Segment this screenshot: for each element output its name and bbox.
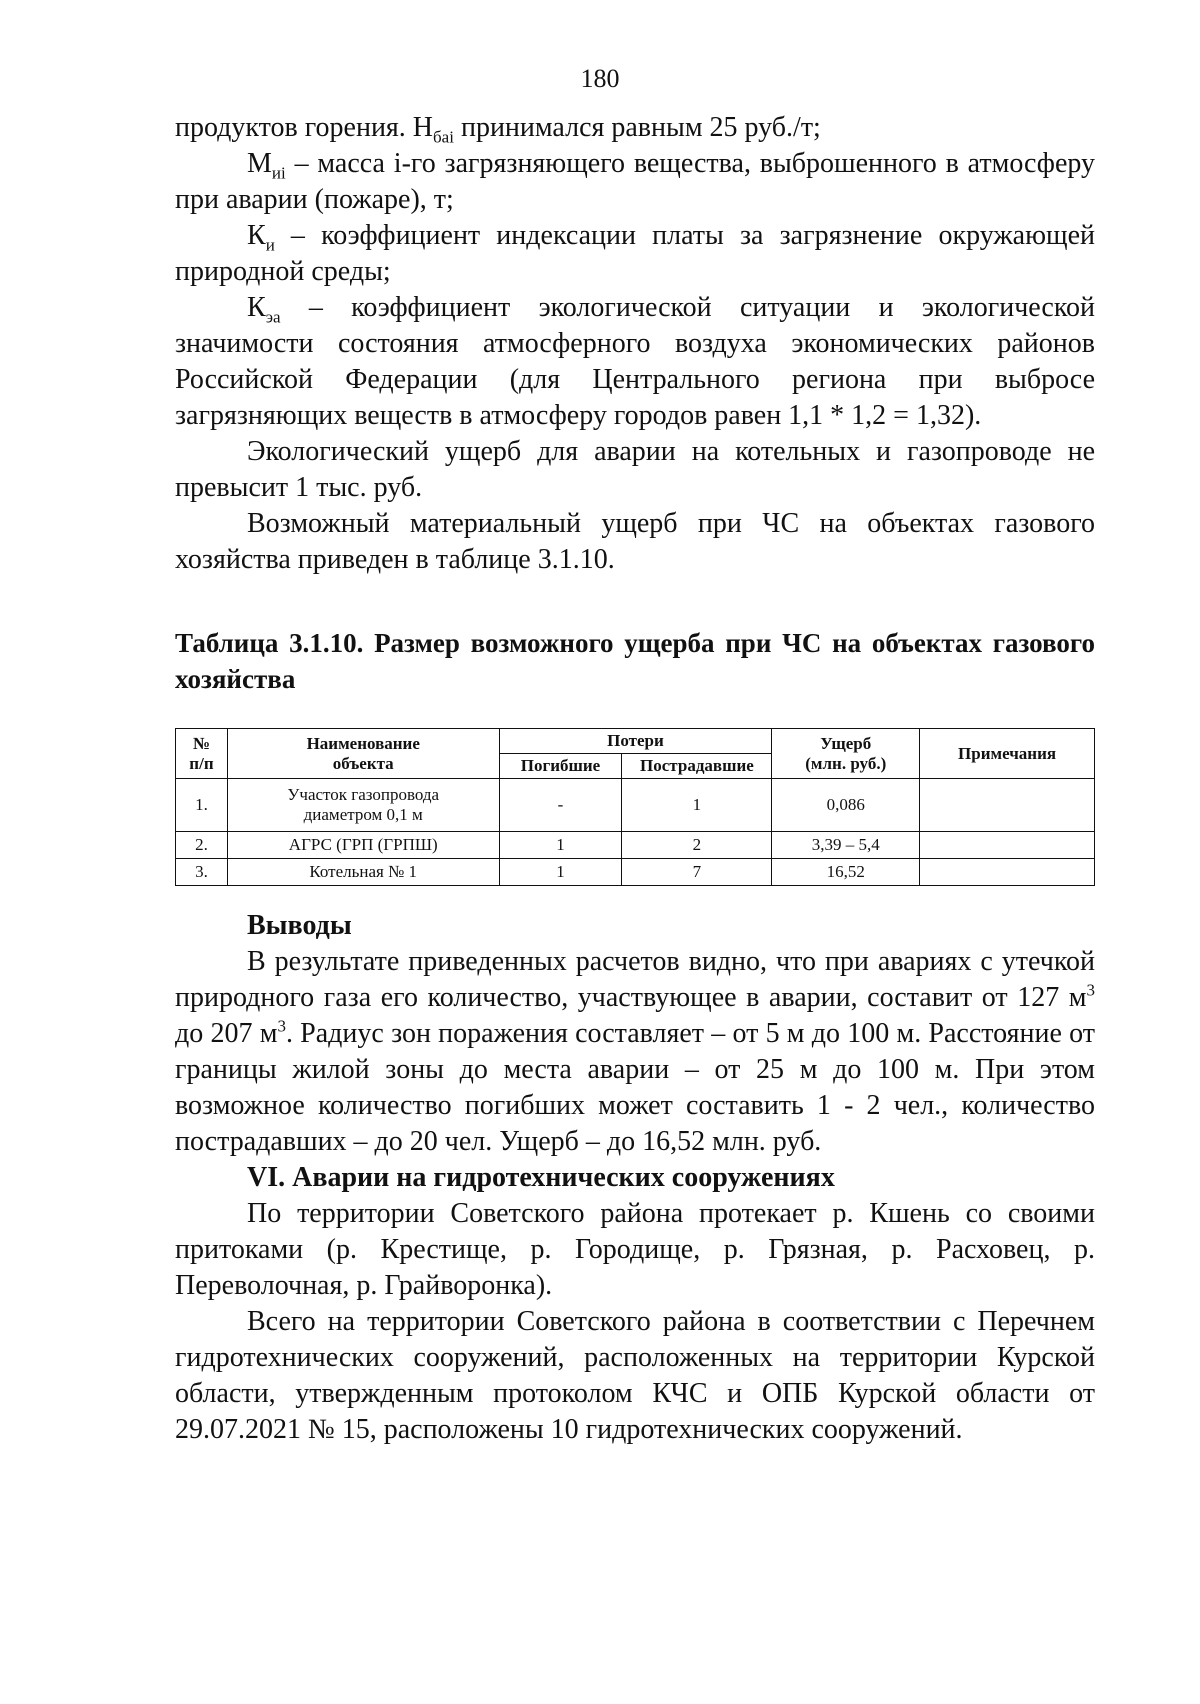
damage-table [175, 728, 1095, 886]
table-header-row [176, 729, 1095, 754]
table-row [176, 779, 1095, 832]
table-row [176, 859, 1095, 886]
cell-object-name: Участок газопровода диаметром 0,1 м [227, 779, 499, 832]
cell-notes [920, 832, 1095, 859]
cell-number: 2. [176, 832, 228, 859]
cell-injured: 7 [622, 859, 772, 886]
cell-number: 1. [176, 779, 228, 832]
text-block-conclusions [175, 908, 1095, 1448]
cell-notes [920, 779, 1095, 832]
section-heading: VI. Аварии на гидротехнических сооружениях [247, 1162, 835, 1193]
cell-injured: 1 [622, 779, 772, 832]
cell-damage: 0,086 [772, 779, 920, 832]
paragraph-eco-damage: Экологический ущерб для аварии на котельных и газопроводе не превысит 1 тыс. руб. [175, 436, 1095, 503]
conclusions-heading: Выводы [247, 910, 352, 941]
cell-object-name: АГРС (ГРП (ГРПШ) [227, 832, 499, 859]
paragraph-ki: $К_и$ – коэффициент индексации платы за загрязнение окружающей природной среды; [175, 220, 1095, 287]
paragraph-conclusions: В результате приведенных расчетов видно, что при авариях с утечкой природного газа его количество, участвующее в аварии, составит от 127 $м^3$ до 207 $м^3$. Радиус зон поражения составляет – от 5 м до 100 м. Расстояние от границы жилой зоны до места аварии – от 25 м до 100 м. При этом возможное количество погибших может составить 1 - 2 чел., количество пострадавших – до 20 чел. Ущерб – до 16,52 млн. руб. [175, 946, 1095, 1157]
paragraph-hydro-structures: Всего на территории Советского района в соответствии с Перечнем гидротехнических сооружений, расположенных на территории Курской области, утвержденным протоколом КЧС и ОПБ Курской области от 29.07.2021 № 15, расположены 10 гидротехнических сооружений. [175, 1306, 1095, 1445]
paragraph-nbai: продуктов горения. $Н_{баі}$ принимался равным 25 руб./т; [175, 112, 821, 147]
table-title: Таблица 3.1.10. Размер возможного ущерба при ЧС на объектах газового хозяйства [175, 628, 1095, 694]
text-block-top [175, 110, 1095, 578]
cell-notes [920, 859, 1095, 886]
cell-dead: 1 [499, 859, 622, 886]
cell-injured: 2 [622, 832, 772, 859]
cell-dead: 1 [499, 832, 622, 859]
paragraph-material-damage: Возможный материальный ущерб при ЧС на объектах газового хозяйства приведен в таблице 3.1.10. [175, 508, 1095, 575]
header-object-name: Наименование объекта [227, 729, 499, 779]
header-losses: Потери [499, 729, 772, 754]
paragraph-kea: $К_{эа}$ – коэффициент экологической ситуации и экологической значимости состояния атмосферного воздуха экономических районов Российской Федерации (для Центрального региона при выбросе загрязняющих веществ в атмосферу городов равен 1,1 * 1,2 = 1,32). [175, 292, 1095, 431]
cell-number: 3. [176, 859, 228, 886]
cell-damage: 3,39 – 5,4 [772, 832, 920, 859]
page-number: 180 [580, 64, 620, 93]
header-dead: Погибшие [499, 754, 622, 779]
table-row [176, 832, 1095, 859]
header-notes: Примечания [920, 729, 1095, 779]
header-damage: Ущерб (млн. руб.) [772, 729, 920, 779]
cell-dead: - [499, 779, 622, 832]
header-injured: Пострадавшие [622, 754, 772, 779]
cell-damage: 16,52 [772, 859, 920, 886]
paragraph-rivers: По территории Советского района протекает р. Кшень со своими притоками (р. Крестище, р. Городище, р. Грязная, р. Расховец, р. Переволочная, р. Грайворонка). [175, 1198, 1095, 1301]
paragraph-mii: $М_{иі}$ – масса і-го загрязняющего вещества, выброшенного в атмосферу при аварии (пожаре), т; [175, 148, 1095, 215]
cell-object-name: Котельная № 1 [227, 859, 499, 886]
header-number: № п/п [176, 729, 228, 779]
